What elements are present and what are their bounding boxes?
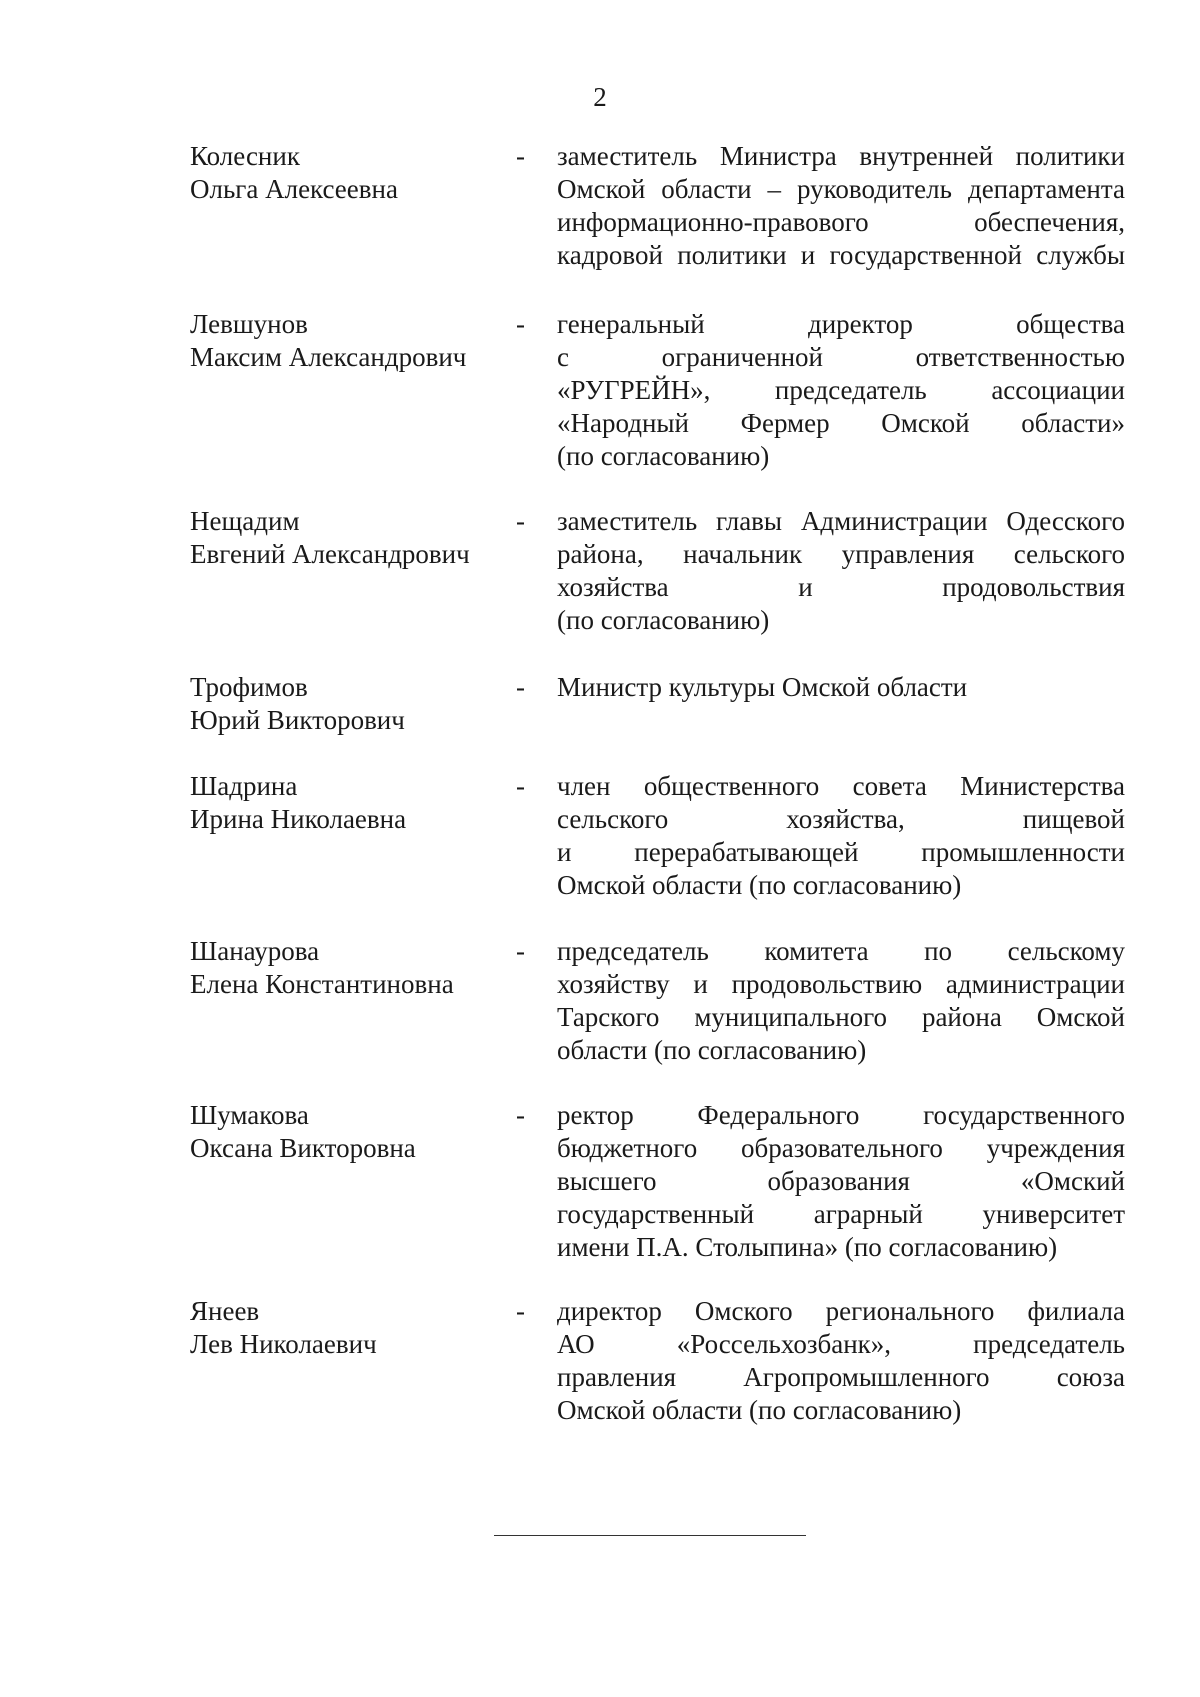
dash-separator: -: [516, 309, 525, 339]
person-name: [190, 770, 520, 836]
given-names: Ирина Николаевна: [190, 804, 407, 834]
position-line: «Народный Фермер Омской области»: [557, 408, 1125, 438]
position-line: информационно-правового обеспечения,: [557, 207, 1125, 237]
position-description: [557, 770, 1125, 902]
dash-separator: -: [516, 141, 525, 171]
given-names: Оксана Викторовна: [190, 1133, 416, 1163]
position-description: [557, 140, 1125, 272]
person-name: [190, 1099, 520, 1165]
position-line: хозяйству и продовольствию администрации: [557, 969, 1125, 999]
position-line: заместитель главы Администрации Одесского: [557, 506, 1125, 536]
position-description: [557, 935, 1125, 1067]
position-description: [557, 671, 1125, 704]
person-name: [190, 671, 520, 737]
position-line: член общественного совета Министерства: [557, 771, 1125, 801]
end-divider-line: [494, 1535, 806, 1536]
dash-separator: -: [516, 771, 525, 801]
surname: Янеев: [190, 1296, 260, 1326]
person-name: [190, 140, 520, 206]
position-line: хозяйства и продовольствия: [557, 572, 1125, 602]
given-names: Евгений Александрович: [190, 539, 470, 569]
dash-separator: -: [516, 672, 525, 702]
position-description: [557, 308, 1125, 473]
position-line: АО «Россельхозбанк», председатель: [557, 1329, 1125, 1359]
position-line: (по согласованию): [557, 605, 770, 635]
person-name: [190, 1295, 520, 1361]
position-line: государственный аграрный университет: [557, 1199, 1125, 1229]
position-line: с ограниченной ответственностью: [557, 342, 1125, 372]
dash-separator: -: [516, 1100, 525, 1130]
person-name: [190, 308, 520, 374]
surname: Трофимов: [190, 672, 308, 702]
position-line: Омской области – руководитель департамента: [557, 174, 1125, 204]
surname: Шумакова: [190, 1100, 309, 1130]
position-line: ректор Федерального государственного: [557, 1100, 1125, 1130]
position-line: кадровой политики и государственной службы: [557, 240, 1125, 270]
dash-separator: -: [516, 1296, 525, 1326]
position-description: [557, 505, 1125, 637]
surname: Шанаурова: [190, 936, 320, 966]
given-names: Ольга Алексеевна: [190, 174, 398, 204]
surname: Левшунов: [190, 309, 308, 339]
position-line: высшего образования «Омский: [557, 1166, 1125, 1196]
position-line: Омской области (по согласованию): [557, 1395, 962, 1425]
position-line: и перерабатывающей промышленности: [557, 837, 1125, 867]
position-line: заместитель Министра внутренней политики: [557, 141, 1125, 171]
given-names: Лев Николаевич: [190, 1329, 377, 1359]
position-line: (по согласованию): [557, 441, 770, 471]
surname: Шадрина: [190, 771, 298, 801]
position-description: [557, 1099, 1125, 1264]
position-line: сельского хозяйства, пищевой: [557, 804, 1125, 834]
dash-separator: -: [516, 936, 525, 966]
position-line: «РУГРЕЙН», председатель ассоциации: [557, 375, 1125, 405]
surname: Колесник: [190, 141, 300, 171]
position-description: [557, 1295, 1125, 1427]
given-names: Юрий Викторович: [190, 705, 405, 735]
surname: Нещадим: [190, 506, 300, 536]
position-line: председатель комитета по сельскому: [557, 936, 1125, 966]
position-line: Тарского муниципального района Омской: [557, 1002, 1125, 1032]
position-line: генеральный директор общества: [557, 309, 1125, 339]
position-line: правления Агропромышленного союза: [557, 1362, 1125, 1392]
person-name: [190, 935, 520, 1001]
dash-separator: -: [516, 506, 525, 536]
position-line: бюджетного образовательного учреждения: [557, 1133, 1125, 1163]
position-line: Министр культуры Омской области: [557, 672, 968, 702]
position-line: области (по согласованию): [557, 1035, 867, 1065]
person-name: [190, 505, 520, 571]
position-line: имени П.А. Столыпина» (по согласованию): [557, 1232, 1058, 1262]
given-names: Елена Константиновна: [190, 969, 454, 999]
page-number: 2: [593, 82, 607, 112]
position-line: района, начальник управления сельского: [557, 539, 1125, 569]
position-line: директор Омского регионального филиала: [557, 1296, 1125, 1326]
position-line: Омской области (по согласованию): [557, 870, 962, 900]
given-names: Максим Александрович: [190, 342, 467, 372]
